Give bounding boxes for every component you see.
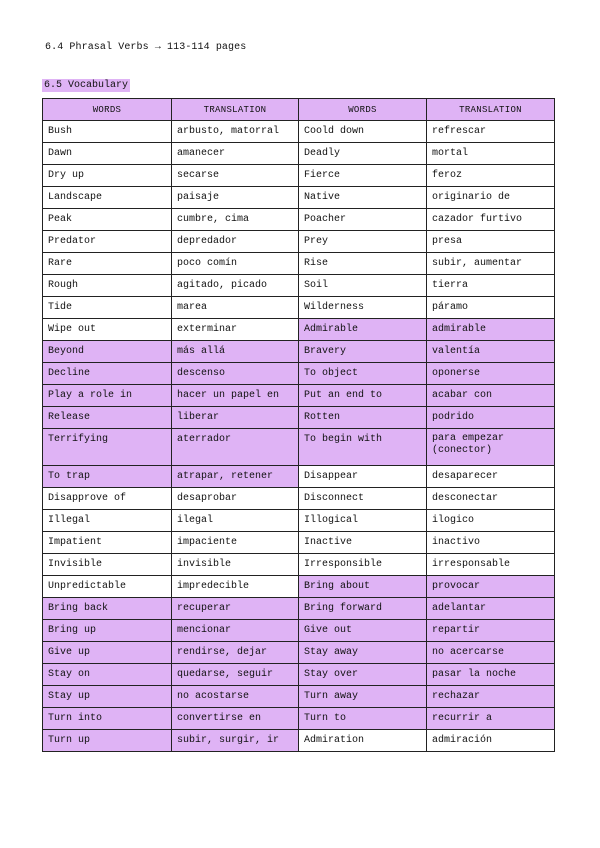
table-header-row bbox=[43, 99, 555, 121]
header-translation-1: TRANSLATION bbox=[172, 99, 299, 121]
table-row bbox=[43, 187, 555, 209]
translation-cell: oponerse bbox=[427, 363, 555, 385]
translation-cell: subir, surgir, ir bbox=[172, 730, 299, 752]
translation-cell: arbusto, matorral bbox=[172, 121, 299, 143]
translation-cell: atrapar, retener bbox=[172, 466, 299, 488]
word-cell: Deadly bbox=[299, 143, 427, 165]
translation-cell: cumbre, cima bbox=[172, 209, 299, 231]
word-cell: Give out bbox=[299, 620, 427, 642]
word-cell: Prey bbox=[299, 231, 427, 253]
word-cell: Poacher bbox=[299, 209, 427, 231]
word-cell: Beyond bbox=[43, 341, 172, 363]
translation-cell: recuperar bbox=[172, 598, 299, 620]
word-cell: Stay over bbox=[299, 664, 427, 686]
word-cell: Illegal bbox=[43, 510, 172, 532]
table-row bbox=[43, 143, 555, 165]
word-cell: Bring up bbox=[43, 620, 172, 642]
word-cell: Disconnect bbox=[299, 488, 427, 510]
translation-cell: ilogico bbox=[427, 510, 555, 532]
word-cell: Disapprove of bbox=[43, 488, 172, 510]
word-cell: Terrifying bbox=[43, 429, 172, 466]
translation-cell: originario de bbox=[427, 187, 555, 209]
table-row bbox=[43, 429, 555, 466]
translation-cell: acabar con bbox=[427, 385, 555, 407]
word-cell: Landscape bbox=[43, 187, 172, 209]
translation-cell: impredecible bbox=[172, 576, 299, 598]
word-cell: Release bbox=[43, 407, 172, 429]
table-row bbox=[43, 341, 555, 363]
word-cell: Illogical bbox=[299, 510, 427, 532]
translation-cell: exterminar bbox=[172, 319, 299, 341]
word-cell: Rise bbox=[299, 253, 427, 275]
word-cell: Soil bbox=[299, 275, 427, 297]
table-row bbox=[43, 363, 555, 385]
word-cell: Rare bbox=[43, 253, 172, 275]
translation-cell: feroz bbox=[427, 165, 555, 187]
translation-cell: descenso bbox=[172, 363, 299, 385]
table-row bbox=[43, 598, 555, 620]
word-cell: Bring forward bbox=[299, 598, 427, 620]
word-cell: Tide bbox=[43, 297, 172, 319]
translation-cell: aterrador bbox=[172, 429, 299, 466]
word-cell: Native bbox=[299, 187, 427, 209]
word-cell: Bravery bbox=[299, 341, 427, 363]
translation-cell: irresponsable bbox=[427, 554, 555, 576]
word-cell: Impatient bbox=[43, 532, 172, 554]
phrasal-verbs-reference: 6.4 Phrasal Verbs → 113-114 pages bbox=[45, 42, 247, 53]
word-cell: Bring back bbox=[43, 598, 172, 620]
translation-cell: mencionar bbox=[172, 620, 299, 642]
table-row bbox=[43, 708, 555, 730]
translation-cell: paisaje bbox=[172, 187, 299, 209]
word-cell: Rotten bbox=[299, 407, 427, 429]
word-cell: Irresponsible bbox=[299, 554, 427, 576]
translation-cell: podrido bbox=[427, 407, 555, 429]
translation-cell: para empezar (conector) bbox=[427, 429, 555, 466]
word-cell: Dry up bbox=[43, 165, 172, 187]
table-row bbox=[43, 488, 555, 510]
translation-cell: más allá bbox=[172, 341, 299, 363]
word-cell: Put an end to bbox=[299, 385, 427, 407]
translation-cell: hacer un papel en bbox=[172, 385, 299, 407]
vocabulary-table bbox=[42, 98, 555, 752]
translation-cell: adelantar bbox=[427, 598, 555, 620]
table-body bbox=[43, 121, 555, 752]
word-cell: Turn up bbox=[43, 730, 172, 752]
word-cell: Predator bbox=[43, 231, 172, 253]
word-cell: Dawn bbox=[43, 143, 172, 165]
translation-cell: mortal bbox=[427, 143, 555, 165]
translation-cell: inactivo bbox=[427, 532, 555, 554]
header-translation-2: TRANSLATION bbox=[427, 99, 555, 121]
word-cell: Turn to bbox=[299, 708, 427, 730]
word-cell: Coold down bbox=[299, 121, 427, 143]
table-row bbox=[43, 532, 555, 554]
table-row bbox=[43, 620, 555, 642]
header-words-2: WORDS bbox=[299, 99, 427, 121]
word-cell: Invisible bbox=[43, 554, 172, 576]
translation-cell: desconectar bbox=[427, 488, 555, 510]
table-row bbox=[43, 554, 555, 576]
translation-cell: pasar la noche bbox=[427, 664, 555, 686]
table-row bbox=[43, 297, 555, 319]
word-cell: Decline bbox=[43, 363, 172, 385]
translation-cell: quedarse, seguir bbox=[172, 664, 299, 686]
header-words-1: WORDS bbox=[43, 99, 172, 121]
translation-cell: rendirse, dejar bbox=[172, 642, 299, 664]
word-cell: To trap bbox=[43, 466, 172, 488]
table-row bbox=[43, 165, 555, 187]
translation-cell: desaprobar bbox=[172, 488, 299, 510]
translation-cell: liberar bbox=[172, 407, 299, 429]
word-cell: Rough bbox=[43, 275, 172, 297]
translation-cell: no acostarse bbox=[172, 686, 299, 708]
translation-cell: depredador bbox=[172, 231, 299, 253]
translation-cell: páramo bbox=[427, 297, 555, 319]
word-cell: Peak bbox=[43, 209, 172, 231]
translation-cell: cazador furtivo bbox=[427, 209, 555, 231]
translation-cell: ilegal bbox=[172, 510, 299, 532]
translation-cell: agitado, picado bbox=[172, 275, 299, 297]
word-cell: Wilderness bbox=[299, 297, 427, 319]
word-cell: Admiration bbox=[299, 730, 427, 752]
translation-cell: impaciente bbox=[172, 532, 299, 554]
translation-cell: invisible bbox=[172, 554, 299, 576]
translation-cell: marea bbox=[172, 297, 299, 319]
translation-cell: provocar bbox=[427, 576, 555, 598]
word-cell: Turn into bbox=[43, 708, 172, 730]
table-row bbox=[43, 385, 555, 407]
translation-cell: recurrir a bbox=[427, 708, 555, 730]
word-cell: To begin with bbox=[299, 429, 427, 466]
word-cell: Give up bbox=[43, 642, 172, 664]
table-row bbox=[43, 686, 555, 708]
vocabulary-heading: 6.5 Vocabulary bbox=[44, 80, 129, 91]
translation-cell: admiración bbox=[427, 730, 555, 752]
translation-cell: poco comín bbox=[172, 253, 299, 275]
word-cell: Unpredictable bbox=[43, 576, 172, 598]
translation-cell: refrescar bbox=[427, 121, 555, 143]
translation-cell: admirable bbox=[427, 319, 555, 341]
word-cell: Admirable bbox=[299, 319, 427, 341]
word-cell: Fierce bbox=[299, 165, 427, 187]
table-row bbox=[43, 664, 555, 686]
word-cell: Bring about bbox=[299, 576, 427, 598]
translation-cell: secarse bbox=[172, 165, 299, 187]
word-cell: Wipe out bbox=[43, 319, 172, 341]
translation-cell: rechazar bbox=[427, 686, 555, 708]
table-row bbox=[43, 231, 555, 253]
translation-cell: convertirse en bbox=[172, 708, 299, 730]
word-cell: Stay on bbox=[43, 664, 172, 686]
word-cell: Stay away bbox=[299, 642, 427, 664]
table-row bbox=[43, 121, 555, 143]
table-row bbox=[43, 466, 555, 488]
table-row bbox=[43, 319, 555, 341]
table-row bbox=[43, 642, 555, 664]
word-cell: Disappear bbox=[299, 466, 427, 488]
table-row bbox=[43, 576, 555, 598]
translation-cell: subir, aumentar bbox=[427, 253, 555, 275]
translation-cell: tierra bbox=[427, 275, 555, 297]
table-row bbox=[43, 510, 555, 532]
word-cell: Turn away bbox=[299, 686, 427, 708]
translation-cell: desaparecer bbox=[427, 466, 555, 488]
word-cell: To object bbox=[299, 363, 427, 385]
table-row bbox=[43, 253, 555, 275]
word-cell: Inactive bbox=[299, 532, 427, 554]
translation-cell: valentía bbox=[427, 341, 555, 363]
table-row bbox=[43, 407, 555, 429]
table-row bbox=[43, 275, 555, 297]
word-cell: Play a role in bbox=[43, 385, 172, 407]
word-cell: Stay up bbox=[43, 686, 172, 708]
translation-cell: presa bbox=[427, 231, 555, 253]
table-row bbox=[43, 209, 555, 231]
word-cell: Bush bbox=[43, 121, 172, 143]
translation-cell: repartir bbox=[427, 620, 555, 642]
table-row bbox=[43, 730, 555, 752]
translation-cell: no acercarse bbox=[427, 642, 555, 664]
translation-cell: amanecer bbox=[172, 143, 299, 165]
